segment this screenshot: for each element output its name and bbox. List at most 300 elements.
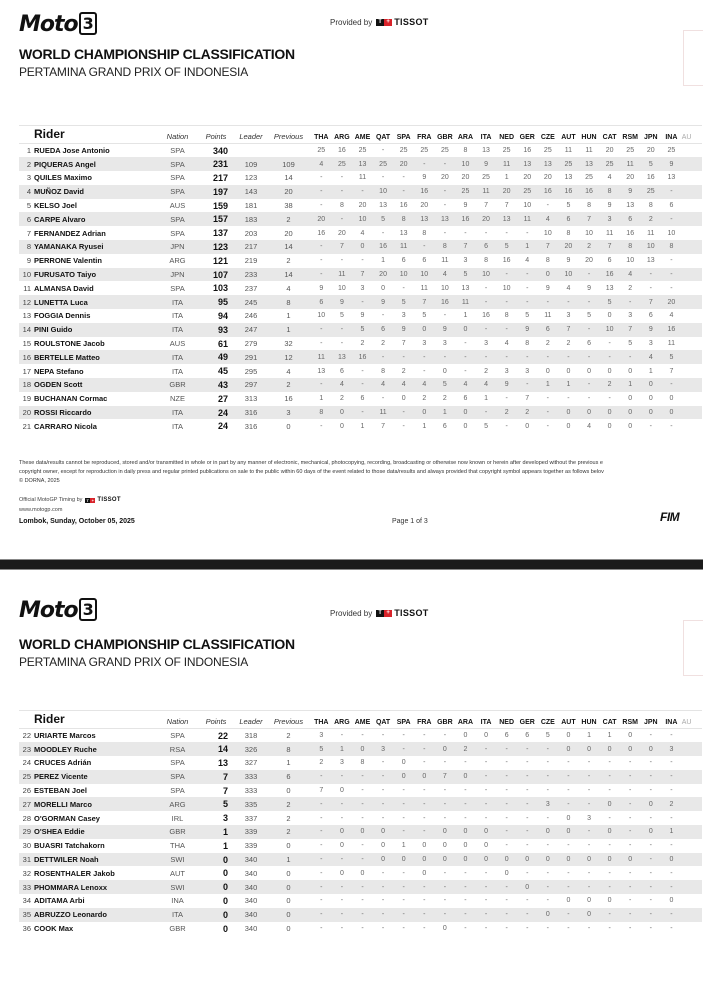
race-points: 0 [455,729,476,743]
race-points: 0 [579,406,600,420]
race-points: 4 [587,422,591,430]
legal-line: copyright owner, except for reproduction in daily press and regular printed publications on sale to the public within 60 days of the event related to those data/results and always provided that copyright symbol appears together as follows belov [19,469,604,475]
gap-to-previous: 0 [286,421,291,431]
column-header-race: RSM [622,134,638,141]
race-points: 0 [339,787,344,795]
gap-to-previous: 32 [284,339,293,349]
race-points: 6 [442,422,447,430]
gap-to-previous: 4 [286,283,291,293]
column-header-race: SPA [396,719,411,726]
race-points: - [546,925,549,933]
race-points: - [484,229,488,237]
race-points-overflow [682,185,702,199]
race-points: - [393,908,414,922]
gap-to-leader: 297 [236,378,266,392]
race-points: - [393,797,414,811]
table-row[interactable] [19,337,702,351]
race-points: 0 [455,853,476,867]
race-points: 7 [558,323,579,337]
race-points: 5 [599,295,620,309]
table-row[interactable] [19,729,702,743]
table-row[interactable] [19,811,702,825]
race-points: - [526,787,529,795]
race-points: - [423,759,426,767]
table-row[interactable] [19,171,702,185]
race-points: 16 [435,295,456,309]
table-row[interactable] [19,199,702,213]
race-points: 3 [504,367,509,375]
race-points: 20 [543,174,552,182]
column-header-race: JPN [643,134,658,141]
race-points: 16 [352,350,373,364]
table-body [19,729,702,936]
column-header-race: QAT [375,134,391,141]
race-points: 6 [373,323,394,337]
race-points: 20 [373,268,394,282]
table-row[interactable] [19,309,702,323]
race-points: - [567,787,570,795]
race-points: 6 [339,367,344,375]
rider-position: 5 [26,201,31,211]
race-points: - [332,729,353,743]
race-points: 5 [661,350,682,364]
race-points: 9 [319,284,324,292]
race-points-overflow [682,756,702,770]
race-points: 25 [435,144,456,158]
race-points: - [476,323,497,337]
race-points: - [661,212,682,226]
race-points: 4 [476,378,497,392]
rider-position: 32 [22,868,31,878]
rider-nation: ITA [159,908,196,922]
race-points: 10 [393,268,414,282]
rider-name: CRUCES Adrián [34,758,92,768]
race-points: - [608,814,611,822]
race-points: - [311,770,332,784]
race-points: 13 [399,229,408,237]
moto3-logo: Moto 3 [19,12,97,37]
legal-notice [19,459,703,486]
race-points: 0 [607,367,612,375]
race-points: - [649,422,652,430]
rider-position: 9 [26,256,31,266]
race-points: 8 [422,229,427,237]
race-points: 0 [496,853,517,867]
gap-to-leader: 109 [236,157,266,171]
race-points: 3 [484,340,488,348]
column-header-race: RSM [622,719,638,726]
race-points: - [505,759,508,767]
race-points: 16 [373,240,394,254]
race-points: 25 [373,157,394,171]
race-points-overflow [682,853,702,867]
race-points: 0 [579,742,600,756]
rider-points: 93 [196,323,236,337]
race-points: - [476,295,497,309]
gap-to-previous: 4 [286,366,291,376]
race-points: 5 [566,202,571,210]
race-points: 13 [667,174,676,182]
race-points: 0 [599,797,620,811]
table-row[interactable] [19,784,702,798]
column-header-previous: Previous [273,132,304,141]
race-points: - [435,797,456,811]
race-points: 2 [628,284,633,292]
race-points: - [381,814,385,822]
table-row[interactable] [19,240,702,254]
race-points: 11 [311,350,332,364]
race-points: - [381,395,385,403]
race-points: - [484,869,488,877]
race-points: 4 [414,378,435,392]
race-points: 4 [435,268,456,282]
table-row[interactable] [19,742,702,756]
gap-to-leader: 339 [236,825,266,839]
table-row[interactable] [19,295,702,309]
gap-to-previous: 16 [284,394,293,404]
rider-nation: THA [170,841,185,851]
race-points: - [352,406,373,420]
race-points: 13 [646,257,655,265]
race-points: - [311,378,332,392]
race-points: 9 [360,312,365,320]
rider-name: ALMANSA David [34,283,94,293]
race-points: 25 [558,157,579,171]
race-points: - [311,268,332,282]
column-header-race: AME [354,134,371,141]
race-points: 10 [502,284,511,292]
race-points: 3 [422,340,427,348]
race-points: 4 [360,229,365,237]
race-points: 1 [504,174,509,182]
rider-nation: SPA [159,157,196,171]
gap-to-previous: 14 [266,268,311,282]
race-points: 25 [311,144,332,158]
race-points: - [320,842,323,850]
race-points: - [484,814,488,822]
race-points: 0 [517,880,538,894]
table-row[interactable] [19,323,702,337]
column-header-race: AME [354,719,371,726]
race-points: - [567,925,570,933]
race-points: - [629,814,632,822]
gap-to-leader: 313 [244,394,258,404]
race-points-overflow [682,908,702,922]
table-row[interactable] [19,364,702,378]
race-points: 11 [358,174,367,182]
race-points: 4 [393,378,414,392]
gap-to-leader: 203 [244,228,258,238]
race-points: - [517,825,538,839]
race-points-overflow [682,419,702,433]
race-points: - [496,742,517,756]
race-points: 13 [352,157,373,171]
column-header-race: INA [665,719,678,726]
race-points: - [670,257,673,265]
race-points: 0 [455,770,476,784]
race-points: - [505,814,508,822]
rider-position: 34 [22,896,31,906]
race-points: - [641,880,662,894]
race-points: - [311,880,332,894]
race-points: 0 [648,395,653,403]
race-points: - [608,842,611,850]
race-points: - [361,925,364,933]
race-points: 0 [455,323,476,337]
table-row[interactable] [19,392,702,406]
rider-nation: SPA [170,173,185,183]
race-points: - [332,323,353,337]
race-points: - [670,422,673,430]
gap-to-previous: 20 [284,228,293,238]
race-points: - [649,759,652,767]
race-points: 5 [373,212,394,226]
race-points: 11 [420,284,428,292]
race-points: - [505,897,508,905]
race-points: - [352,378,373,392]
race-points: - [340,340,344,348]
race-points: - [443,787,447,795]
race-points-overflow [682,157,702,171]
race-points: 0 [393,770,414,784]
rider-points: 107 [196,268,236,282]
rider-name: ROSSI Riccardo [34,406,159,420]
table-row[interactable] [19,880,702,894]
race-points: - [649,787,652,795]
race-points: 0 [538,825,559,839]
race-points: - [455,908,476,922]
race-points: - [620,797,641,811]
race-points: 11 [544,312,552,320]
race-points: 3 [339,759,344,767]
race-points: - [476,880,497,894]
gap-to-leader: 316 [236,406,266,420]
race-points: - [558,770,579,784]
rider-points: 7 [196,770,236,784]
race-points: 11 [441,257,449,265]
race-points: - [641,853,662,867]
rider-name: OGDEN Scott [34,378,159,392]
race-points: - [608,759,611,767]
race-points: 8 [587,202,591,210]
race-points: - [484,759,488,767]
location-date: Lombok, Sunday, October 05, 2025 [19,518,135,525]
table-row[interactable] [19,866,702,880]
column-header-race: QAT [375,719,391,726]
race-points: - [558,797,579,811]
race-points: 7 [435,770,456,784]
race-points: - [496,880,517,894]
race-points: - [464,340,467,348]
rider-name: ESTEBAN Joel [34,786,87,796]
race-points: 11 [667,340,676,348]
column-header-race: FRA [417,719,432,726]
table-row[interactable] [19,797,702,811]
rider-name: URIARTE Marcos [34,729,159,743]
rider-nation: GBR [169,924,186,934]
table-row[interactable] [19,756,702,770]
race-points: - [464,759,467,767]
rider-name: PEREZ Vicente [34,770,159,784]
race-points: - [414,729,435,743]
table-row[interactable] [19,378,702,392]
rider-points: 95 [196,295,236,309]
tissot-cross-icon: T + [376,19,392,26]
race-points: - [320,897,323,905]
rider-name: PHOMMARA Lenoxx [34,880,159,894]
race-points: - [476,742,497,756]
race-points: 16 [626,229,635,237]
rider-position: 27 [19,797,34,811]
race-points: 0 [504,869,509,877]
race-points: 0 [463,422,468,430]
rider-position: 23 [19,742,34,756]
gap-to-previous: 0 [286,841,291,851]
race-points: 25 [393,144,414,158]
column-header-race: CAT [602,134,617,141]
race-points: - [476,908,497,922]
race-points: 2 [455,742,476,756]
tissot-cross-icon: T + [376,610,392,617]
gap-to-previous: 38 [284,201,293,211]
gap-to-leader: 340 [244,896,258,906]
table-row[interactable] [19,825,702,839]
column-header-race: ARG [334,134,350,141]
race-points: 2 [599,378,620,392]
page-gap [0,530,703,559]
table-row[interactable] [19,922,702,936]
race-points: - [670,869,673,877]
race-points-overflow [682,729,702,743]
race-points: 0 [566,814,571,822]
race-points: - [496,908,517,922]
column-header-race: GBR [437,719,453,726]
race-points: 10 [641,240,662,254]
table-row[interactable] [19,894,702,908]
race-points: - [629,869,632,877]
table-row[interactable] [19,226,702,240]
race-points: - [505,229,508,237]
race-points: 0 [414,323,435,337]
column-header-race: ITA [480,134,492,141]
race-points-overflow [682,226,702,240]
race-points: - [443,229,447,237]
rider-points: 27 [217,393,228,404]
race-points: - [311,797,332,811]
race-points: - [373,144,394,158]
race-points: - [567,395,570,403]
sponsor-logo-box [683,620,703,676]
race-points: - [311,853,332,867]
race-points: 0 [538,908,559,922]
table-row[interactable] [19,157,702,171]
race-points: - [538,742,559,756]
table-row[interactable] [19,839,702,853]
race-points: - [546,202,549,210]
table-row[interactable] [19,254,702,268]
race-points: - [629,842,632,850]
race-points: 10 [476,268,497,282]
table-row[interactable] [19,144,702,158]
race-points: 9 [545,284,550,292]
table-row[interactable] [19,281,702,295]
race-points: 25 [482,174,490,182]
race-points: - [423,367,426,375]
table-row[interactable] [19,908,702,922]
table-row[interactable] [19,406,702,420]
table-row[interactable] [19,770,702,784]
column-header-race: ARA [457,719,474,726]
race-points: - [435,157,456,171]
gap-to-leader: 337 [244,813,258,823]
website-link[interactable]: www.motogp.com [19,507,63,513]
race-points: 8 [599,185,620,199]
gap-to-previous: 2 [286,256,291,266]
race-points: 7 [525,395,530,403]
race-points: 5 [538,729,559,743]
race-points: - [443,869,447,877]
race-points: - [332,853,353,867]
tissot-cross-icon: T + [86,497,95,503]
race-points: - [443,202,447,210]
race-points: - [505,842,508,850]
race-points: 25 [352,144,373,158]
race-points: - [381,897,385,905]
table-row[interactable] [19,350,702,364]
race-points: 9 [332,295,353,309]
race-points: - [546,842,549,850]
classification-table-wrap [19,125,703,433]
race-points: - [443,312,447,320]
race-points: 10 [455,157,476,171]
race-points-overflow [682,212,702,226]
race-points: - [435,880,456,894]
table-row[interactable] [19,185,702,199]
table-row[interactable] [19,419,702,433]
rider-nation: AUS [169,339,186,349]
race-points: - [599,908,620,922]
table-row[interactable] [19,212,702,226]
race-points: 7 [669,367,674,375]
race-points: 6 [587,340,591,348]
race-points: 3 [628,312,633,320]
race-points: - [340,897,344,905]
rider-points: 45 [217,366,228,377]
race-points: 0 [599,853,620,867]
race-points: 4 [538,212,559,226]
gap-to-leader: 279 [244,339,258,349]
rider-nation: ITA [159,406,196,420]
sponsor-logo-box [683,30,703,86]
race-points: - [661,908,682,922]
race-points: 7 [484,202,488,210]
moto3-logo: Moto 3 [19,598,97,623]
race-points: 13 [579,157,600,171]
race-points: - [455,350,476,364]
table-row[interactable] [19,268,702,282]
race-points: 13 [496,212,517,226]
race-points: - [464,814,467,822]
gap-to-leader: 340 [236,853,266,867]
race-points: 13 [379,202,387,210]
race-points: 0 [339,422,344,430]
race-points: 0 [628,395,633,403]
table-row[interactable] [19,853,702,867]
column-header-race: HUN [581,134,597,141]
race-points: 10 [440,284,449,292]
race-points: - [629,787,632,795]
race-points: 2 [401,367,406,375]
